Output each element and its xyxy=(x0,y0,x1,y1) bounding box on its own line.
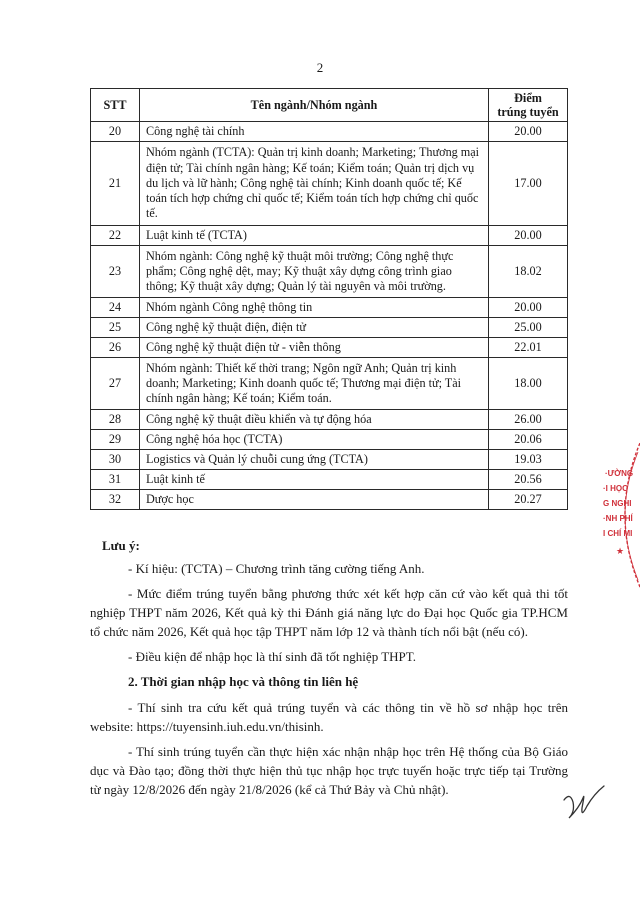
row-score: 20.56 xyxy=(489,470,568,490)
row-major-name: Nhóm ngành (TCTA): Quản trị kinh doanh; Marketing; Thương mại điện tử; Tài chính ngân hàng; Kế toán; Kiểm toán; Quản trị dịch vụ du lịch và lữ hành; Công nghệ tài chính; Kinh doanh quốc tế; Kế toán tích hợp chứng chỉ quốc tế; Kiểm toán tích hợp chứng chỉ quốc tế. xyxy=(140,142,489,226)
row-stt: 29 xyxy=(91,430,140,450)
page-number: 2 xyxy=(316,60,324,75)
official-seal-fragment xyxy=(598,430,640,600)
signature-stroke xyxy=(564,786,604,818)
section-2-item: - Thí sinh tra cứu kết quả trúng tuyển và các thông tin về hồ sơ nhập học trên website: https://tuyensinh.iuh.edu.vn/thisinh. xyxy=(90,700,568,734)
note-item: - Điều kiện để nhập học là thí sinh đã tốt nghiệp THPT. xyxy=(128,649,416,664)
notes-label: Lưu ý: xyxy=(102,538,140,553)
seal-text: I CHÍ MI xyxy=(603,529,633,538)
table-row xyxy=(91,246,568,298)
row-major-name: Dược học xyxy=(140,490,489,510)
table-row xyxy=(91,358,568,410)
row-stt: 21 xyxy=(91,142,140,226)
row-score: 18.00 xyxy=(489,358,568,410)
section-2-heading: 2. Thời gian nhập học và thông tin liên hệ xyxy=(128,674,359,689)
row-stt: 23 xyxy=(91,246,140,298)
row-score: 17.00 xyxy=(489,142,568,226)
row-stt: 22 xyxy=(91,226,140,246)
table-row xyxy=(91,490,568,510)
table-row xyxy=(91,410,568,430)
row-score: 20.00 xyxy=(489,122,568,142)
row-stt: 30 xyxy=(91,450,140,470)
row-score: 20.06 xyxy=(489,430,568,450)
table-row xyxy=(91,338,568,358)
row-score: 19.03 xyxy=(489,450,568,470)
seal-text: G NGHI xyxy=(603,499,632,508)
row-major-name: Logistics và Quản lý chuỗi cung ứng (TCTA) xyxy=(140,450,489,470)
row-score: 20.00 xyxy=(489,298,568,318)
table-row xyxy=(91,430,568,450)
row-score: 22.01 xyxy=(489,338,568,358)
row-score: 26.00 xyxy=(489,410,568,430)
seal-text: ·I HỌC xyxy=(603,484,628,493)
handwritten-signature xyxy=(560,782,606,824)
note-item: - Kí hiệu: (TCTA) – Chương trình tăng cường tiếng Anh. xyxy=(128,561,425,576)
seal-text: ·ƯỜNG xyxy=(605,469,634,478)
row-score: 18.02 xyxy=(489,246,568,298)
row-major-name: Công nghệ hóa học (TCTA) xyxy=(140,430,489,450)
note-item: - Mức điểm trúng tuyển bằng phương thức xét kết hợp căn cứ vào kết quả thi tốt nghiệp THPT năm 2026, Kết quả kỳ thi Đánh giá năng lực do Đại học Quốc gia TP.HCM tổ chức năm 2026, Kết quả học tập THPT năm lớp 12 và thành tích nổi bật (nếu có). xyxy=(90,586,568,639)
row-major-name: Công nghệ tài chính xyxy=(140,122,489,142)
table-row xyxy=(91,450,568,470)
row-stt: 32 xyxy=(91,490,140,510)
row-major-name: Công nghệ kỹ thuật điện tử - viễn thông xyxy=(140,338,489,358)
row-stt: 20 xyxy=(91,122,140,142)
table-header-row xyxy=(91,89,568,122)
table-row xyxy=(91,142,568,226)
row-stt: 27 xyxy=(91,358,140,410)
row-score: 25.00 xyxy=(489,318,568,338)
row-score: 20.27 xyxy=(489,490,568,510)
row-major-name: Nhóm ngành: Công nghệ kỹ thuật môi trường; Công nghệ thực phẩm; Công nghệ dệt, may; Kỹ thuật xây dựng công trình giao thông; Kỹ thuật xây dựng; Quản lý tài nguyên và môi trường. xyxy=(140,246,489,298)
score-header-line-2: trúng tuyển xyxy=(497,105,559,119)
admission-score-table xyxy=(90,88,568,510)
seal-star-icon: ★ xyxy=(616,546,625,556)
row-stt: 26 xyxy=(91,338,140,358)
row-major-name: Công nghệ kỹ thuật điều khiển và tự động hóa xyxy=(140,410,489,430)
notes-section xyxy=(90,536,568,805)
table-row xyxy=(91,298,568,318)
table-row xyxy=(91,470,568,490)
seal-text: ·NH PHÍ xyxy=(603,514,633,523)
row-score: 20.00 xyxy=(489,226,568,246)
row-major-name: Công nghệ kỹ thuật điện, điện tử xyxy=(140,318,489,338)
table-row xyxy=(91,318,568,338)
column-header-major: Tên ngành/Nhóm ngành xyxy=(140,89,489,122)
table-row xyxy=(91,226,568,246)
row-stt: 28 xyxy=(91,410,140,430)
row-major-name: Luật kinh tế xyxy=(140,470,489,490)
column-header-stt: STT xyxy=(91,89,140,122)
row-major-name: Nhóm ngành: Thiết kế thời trang; Ngôn ngữ Anh; Quản trị kinh doanh; Marketing; Kinh doanh quốc tế; Thương mại điện tử; Tài chính ngân hàng; Kế toán; Kiểm toán. xyxy=(140,358,489,410)
score-header-line-1: Điểm xyxy=(514,91,542,105)
row-major-name: Nhóm ngành Công nghệ thông tin xyxy=(140,298,489,318)
table-body xyxy=(91,122,568,510)
row-stt: 31 xyxy=(91,470,140,490)
row-stt: 25 xyxy=(91,318,140,338)
column-header-score xyxy=(489,89,568,122)
row-major-name: Luật kinh tế (TCTA) xyxy=(140,226,489,246)
row-stt: 24 xyxy=(91,298,140,318)
table-row xyxy=(91,122,568,142)
section-2-item: - Thí sinh trúng tuyển cần thực hiện xác nhận nhập học trên Hệ thống của Bộ Giáo dục và Đào tạo; đồng thời thực hiện thủ tục nhập học trực tuyến hoặc trực tiếp tại Trường từ ngày 12/8/2026 đến ngày 21/8/2026 (kể cả Thứ Bảy và Chủ nhật). xyxy=(90,744,568,797)
